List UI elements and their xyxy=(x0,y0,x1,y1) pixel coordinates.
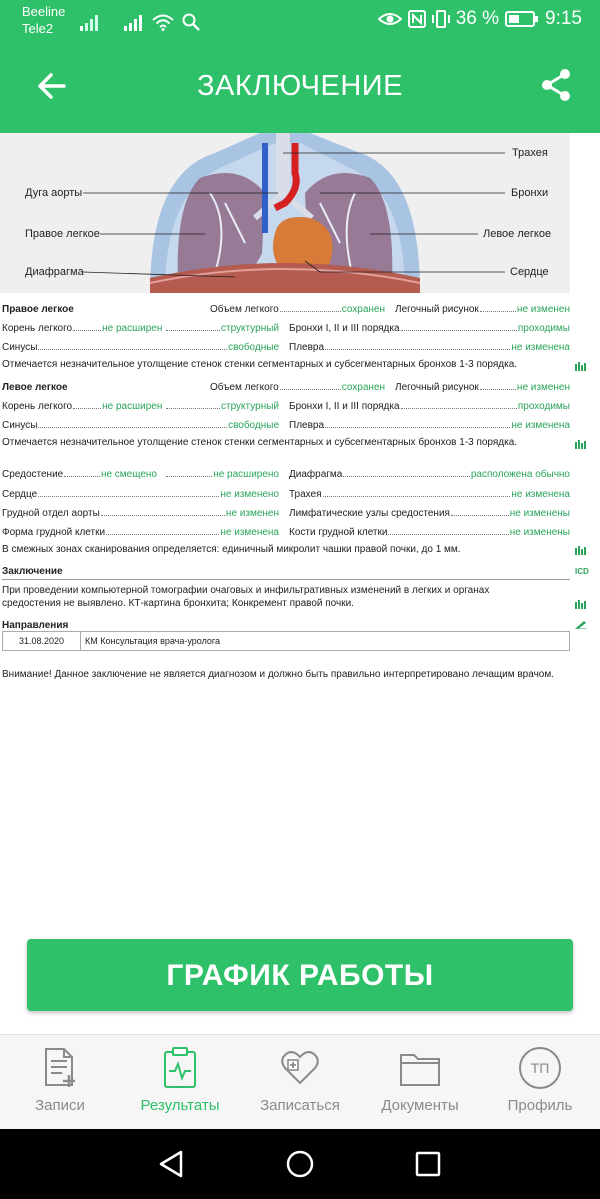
right-lung-heading: Правое легкое xyxy=(2,304,74,315)
pleura-value: не изменена xyxy=(511,342,570,353)
sinus-value: свободные xyxy=(228,342,279,353)
chest-value: не изменена xyxy=(220,527,279,538)
label-diaphragm: Диафрагма xyxy=(25,266,84,278)
pleura-value: не изменена xyxy=(511,420,570,431)
clipboard-pulse-icon xyxy=(162,1047,198,1089)
bronchi-label: Бронхи I, II и III порядка xyxy=(289,323,400,334)
lymph-label: Лимфатические узлы средостения xyxy=(289,508,450,519)
status-bar xyxy=(0,0,600,40)
sinus-value: свободные xyxy=(228,420,279,431)
right-lung-root-row xyxy=(2,318,570,334)
report-content[interactable] xyxy=(0,133,600,930)
adjacent-zones-note: В смежных зонах сканирования определяется: единичный микролит чашки правой почки, до 1 мм. xyxy=(2,544,461,555)
lymph-value: не изменены xyxy=(509,508,570,519)
volume-label: Объем легкого xyxy=(210,304,279,315)
pleura-label: Плевра xyxy=(289,342,325,353)
signal-2-icon xyxy=(124,15,144,31)
bronchi-label: Бронхи I, II и III порядка xyxy=(289,401,400,412)
mediastinum-value-1: не смещено xyxy=(100,469,157,480)
mediastinum-row xyxy=(2,464,570,480)
volume-value: сохранен xyxy=(341,304,385,315)
signal-1-icon xyxy=(80,15,98,31)
sinus-label: Синусы xyxy=(2,420,38,431)
search-status-icon xyxy=(182,13,200,31)
heart-label: Сердце xyxy=(2,489,38,500)
nav-book[interactable] xyxy=(240,1047,360,1114)
aorta-label: Грудной отдел аорты xyxy=(2,508,100,519)
disclaimer-text: Внимание! Данное заключение не является диагнозом и должно быть правильно интерпретировано лечащим врачом. xyxy=(2,669,554,680)
chart-icon[interactable] xyxy=(575,600,587,609)
lungs-illustration xyxy=(0,133,570,293)
pattern-label: Легочный рисунок xyxy=(395,304,479,315)
battery-percent: 36 % xyxy=(455,8,500,29)
nav-documents[interactable] xyxy=(360,1047,480,1114)
battery-icon xyxy=(505,10,539,28)
root-value-1: не расширен xyxy=(102,323,163,334)
eye-icon xyxy=(378,10,402,28)
aorta-row xyxy=(2,503,570,519)
pattern-label: Легочный рисунок xyxy=(395,382,479,393)
root-label: Корень легкого xyxy=(2,401,73,412)
left-lung-header-row xyxy=(2,377,570,393)
document-plus-icon xyxy=(42,1047,78,1089)
conclusion-divider xyxy=(2,579,570,580)
root-value-2: структурный xyxy=(221,323,279,334)
label-trachea: Трахея xyxy=(512,147,548,159)
nav-results-label: Результаты xyxy=(140,1097,220,1114)
right-lung-sinus-row xyxy=(2,337,570,353)
volume-value: сохранен xyxy=(341,382,385,393)
root-label: Корень легкого xyxy=(2,323,73,334)
anatomy-illustration xyxy=(0,133,570,293)
carrier-1: Beeline xyxy=(22,4,66,19)
label-heart: Сердце xyxy=(510,266,549,278)
pattern-value: не изменен xyxy=(516,304,570,315)
nav-profile[interactable] xyxy=(480,1047,600,1114)
profile-avatar: ТП xyxy=(519,1047,561,1089)
bottom-navigation xyxy=(0,1034,600,1130)
nav-records-label: Записи xyxy=(35,1097,85,1114)
system-home-icon[interactable] xyxy=(285,1149,315,1179)
right-lung-note: Отмечается незначительное утолщение стенок стенки сегментарных и субсегментарных бронхов 1-3 порядка. xyxy=(2,359,518,370)
left-lung-root-row xyxy=(2,396,570,412)
trachea-label: Трахея xyxy=(289,489,322,500)
folder-icon xyxy=(399,1047,441,1089)
nav-records[interactable] xyxy=(0,1047,120,1114)
nav-profile-label: Профиль xyxy=(507,1097,573,1114)
label-bronchi: Бронхи xyxy=(511,187,549,199)
system-navigation-bar xyxy=(0,1129,600,1199)
nav-documents-label: Документы xyxy=(381,1097,459,1114)
heart-row xyxy=(2,484,570,500)
pattern-value: не изменен xyxy=(516,382,570,393)
share-icon[interactable] xyxy=(540,68,572,102)
mediastinum-value-2: не расширено xyxy=(213,469,279,480)
status-right xyxy=(378,8,582,30)
right-lung-header-row xyxy=(2,299,570,315)
clock: 9:15 xyxy=(545,8,582,29)
chest-label: Форма грудной клетки xyxy=(2,527,106,538)
left-lung-heading: Левое легкое xyxy=(2,382,68,393)
heart-value: не изменено xyxy=(220,489,279,500)
nav-book-label: Записаться xyxy=(260,1097,340,1114)
trachea-value: не изменена xyxy=(511,489,570,500)
root-value-1: не расширен xyxy=(102,401,163,412)
left-lung-note: Отмечается незначительное утолщение стенок стенки сегментарных и субсегментарных бронхов 1-3 порядка. xyxy=(2,437,518,448)
label-right-lung: Правое легкое xyxy=(25,228,100,240)
referral-row[interactable] xyxy=(2,631,570,651)
system-recents-icon[interactable] xyxy=(414,1150,442,1178)
volume-label: Объем легкого xyxy=(210,382,279,393)
diaphragm-label: Диафрагма xyxy=(289,469,343,480)
left-lung-sinus-row xyxy=(2,415,570,431)
bronchi-value: проходимы xyxy=(517,401,570,412)
signal-icons xyxy=(80,9,200,31)
chart-icon[interactable] xyxy=(575,440,587,449)
chart-icon[interactable] xyxy=(575,546,587,555)
conclusion-heading: Заключение xyxy=(2,566,63,577)
carrier-2: Tele2 xyxy=(22,21,54,36)
label-aortic-arch: Дуга аорты xyxy=(25,187,83,199)
app-bar xyxy=(0,40,600,133)
label-left-lung: Левое легкое xyxy=(483,228,552,240)
referrals-heading: Направления xyxy=(2,620,69,631)
chest-row xyxy=(2,522,570,538)
referral-date: 31.08.2020 xyxy=(3,632,81,650)
mediastinum-label: Средостение xyxy=(2,469,64,480)
aorta-value: не изменен xyxy=(225,508,279,519)
system-back-icon[interactable] xyxy=(157,1149,185,1179)
ribs-label: Кости грудной клетки xyxy=(289,527,388,538)
schedule-button[interactable]: ГРАФИК РАБОТЫ xyxy=(27,939,573,1011)
vibrate-icon xyxy=(432,10,450,28)
conclusion-text: При проведении компьютерной томографии очаговых и инфильтративных изменений в легких и органах средостения не выявлено. КТ-картина бронхита; Конкремент правой почки. xyxy=(2,585,490,609)
page-title: ЗАКЛЮЧЕНИЕ xyxy=(197,70,403,102)
heart-plus-icon xyxy=(279,1047,321,1089)
diaphragm-value: расположена обычно xyxy=(470,469,570,480)
root-value-2: структурный xyxy=(221,401,279,412)
wifi-icon xyxy=(152,14,174,31)
carrier-names xyxy=(22,3,65,37)
icd-icon[interactable]: ICD xyxy=(575,567,589,576)
nav-results[interactable] xyxy=(120,1047,240,1114)
referral-text: КМ Консультация врача-уролога xyxy=(85,636,221,646)
pleura-label: Плевра xyxy=(289,420,325,431)
bronchi-value: проходимы xyxy=(517,323,570,334)
chart-icon[interactable] xyxy=(575,362,587,371)
ribs-value: не изменены xyxy=(509,527,570,538)
nfc-icon xyxy=(408,10,426,28)
edit-icon[interactable] xyxy=(575,620,587,629)
sinus-label: Синусы xyxy=(2,342,38,353)
